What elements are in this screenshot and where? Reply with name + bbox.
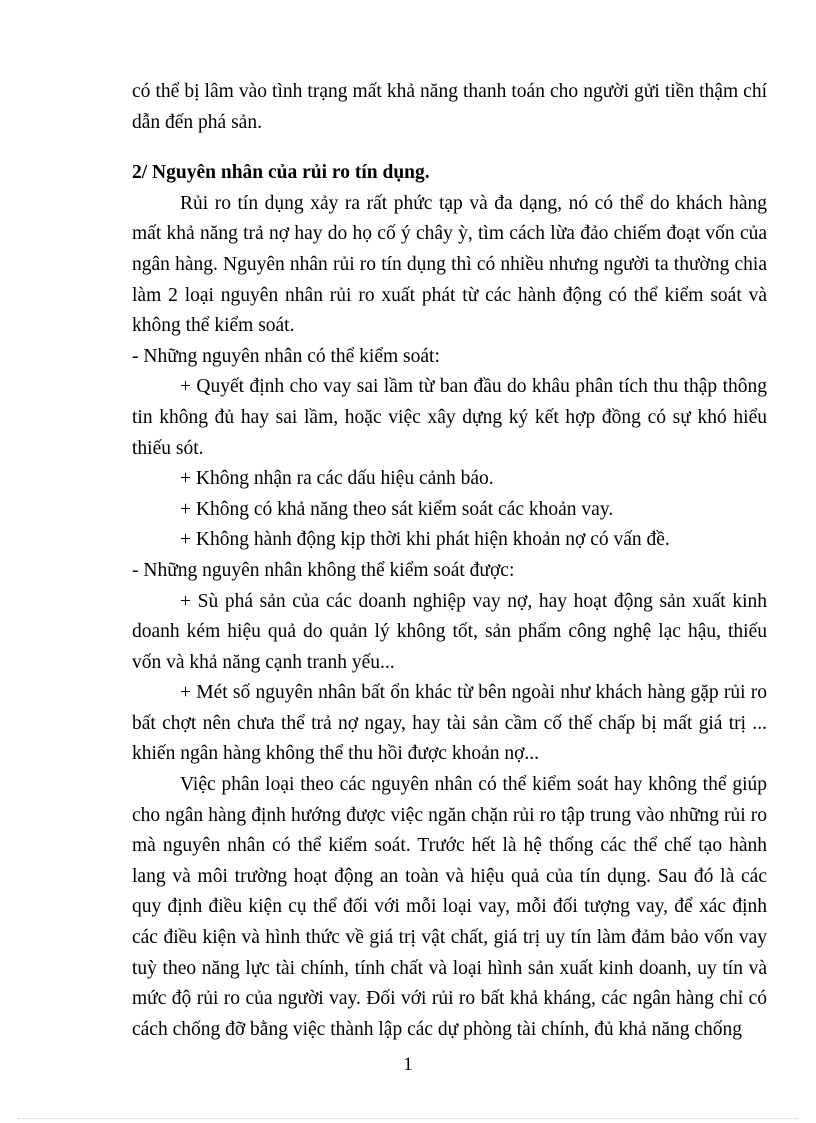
paragraph-gap xyxy=(132,138,767,158)
page-bottom-divider xyxy=(18,1118,798,1119)
body-text xyxy=(132,77,767,1045)
list-heading: - Những nguyên nhân không thể kiểm soát được: xyxy=(132,559,515,581)
list-item: + Không hành động kịp thời khi phát hiện khoản nợ có vấn đề. xyxy=(180,529,670,551)
paragraph: Việc phân loại theo các nguyên nhân có thể kiểm soát hay không thể giúp cho ngân hàng định hướng được việc ngăn chặn rủi ro tập trung vào những rủi ro mà nguyên nhân có thể kiểm soát. Trước hết là hệ thống các thể chế tạo hành lang và môi trường hoạt động an toàn và hiệu quả của tín dụng. Sau đó là các quy định điều kiện cụ thể đối với mỗi loại vay, mỗi đối tượng vay, để xác định các điều kiện và hình thức về giá trị vật chất, giá trị uy tín làm đảm bảo vốn vay tuỳ theo năng lực tài chính, tính chất và loại hình sản xuất kinh doanh, uy tín và mức độ rủi ro của người vay. Đối với rủi ro bất khả kháng, các ngân hàng chỉ có cách chống đỡ bằng việc thành lập các dự phòng tài chính, đủ khả năng chống xyxy=(132,774,767,1040)
paragraph: Rủi ro tín dụng xảy ra rất phức tạp và đa dạng, nó có thể do khách hàng mất khả năng trả nợ hay do họ cố ý chây ỳ, tìm cách lừa đảo chiếm đoạt vốn của ngân hàng. Nguyên nhân rủi ro tín dụng thì có nhiều nhưng người ta thường chia làm 2 loại nguyên nhân rủi ro xuất phát từ các hành động có thể kiểm soát và không thể kiểm soát. xyxy=(132,192,767,337)
list-item: + Sù phá sản của các doanh nghiệp vay nợ, hay hoạt động sản xuất kinh doanh kém hiệu quả do quản lý không tốt, sản phẩm công nghệ lạc hậu, thiếu vốn và khả năng cạnh tranh yếu... xyxy=(132,590,767,673)
section-heading: 2/ Nguyên nhân của rủi ro tín dụng. xyxy=(132,162,430,184)
list-item: + Quyết định cho vay sai lầm từ ban đầu do khâu phân tích thu thập thông tin không đủ hay sai lầm, hoặc việc xây dựng ký kết hợp đồng có sự khó hiểu thiếu sót. xyxy=(132,376,767,459)
page-number: 1 xyxy=(403,1054,413,1075)
list-item: + Không có khả năng theo sát kiểm soát các khoản vay. xyxy=(180,498,614,520)
paragraph: có thể bị lâm vào tình trạng mất khả năng thanh toán cho người gửi tiền thậm chí dẫn đến phá sản. xyxy=(132,81,767,133)
list-item: + Không nhận ra các dấu hiệu cảnh báo. xyxy=(180,468,494,490)
list-item: + Mét số nguyên nhân bất ổn khác từ bên ngoài như khách hàng gặp rủi ro bất chợt nên chưa thể trả nợ ngay, hay tài sản cầm cố thế chấp bị mất giá trị ... khiến ngân hàng không thể thu hồi được khoản nợ... xyxy=(132,682,767,765)
list-heading: - Những nguyên nhân có thể kiểm soát: xyxy=(132,345,440,367)
